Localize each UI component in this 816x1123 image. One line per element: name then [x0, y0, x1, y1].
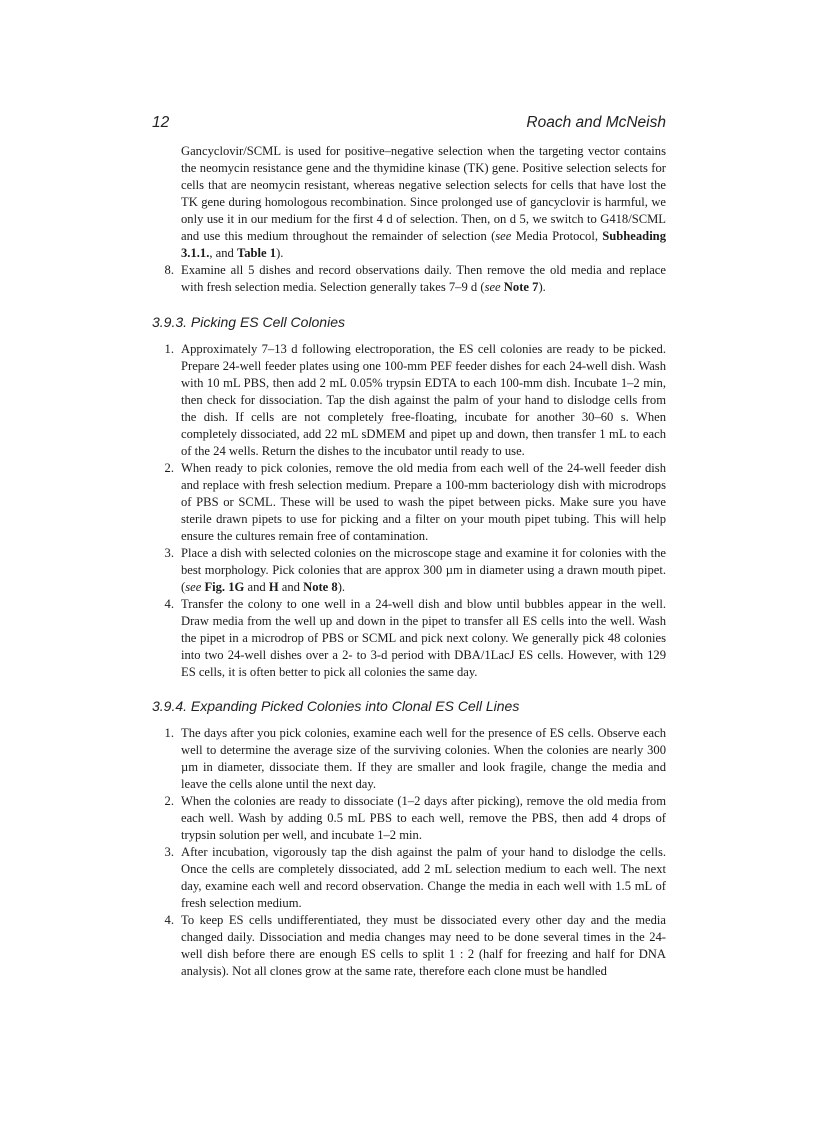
list-item	[152, 596, 666, 681]
item-end: ).	[337, 580, 346, 594]
item-number: 3.	[164, 845, 174, 859]
item-end: ).	[538, 280, 546, 294]
continuation-mid: Media Protocol,	[511, 229, 603, 243]
procedure-list-top	[152, 262, 666, 296]
continuation-paragraph	[181, 143, 666, 262]
item-text: The days after you pick colonies, examine each well for the presence of ES cells. Observe each well to determine the average size of the surviving colonies. When the colonies are nearly 300 µm in diameter, dissociate them. If they are smaller and look fragile, change the media and leave the cells alone until the next day.	[181, 726, 666, 791]
page-number: 12	[152, 114, 170, 131]
item-text: After incubation, vigorously tap the dish against the palm of your hand to dislodge the cells. Once the cells are completely dissociated, add 2 mL selection medium to each well. The next day, examine each well and record observation. Change the media in each well with 1.5 mL of fresh selection medium.	[181, 845, 666, 910]
see-ref: see	[185, 580, 202, 594]
running-head-authors: Roach and McNeish	[526, 114, 666, 131]
list-item	[152, 262, 666, 296]
item-text: Place a dish with selected colonies on the microscope stage and examine it for colonies with the best morphology. Pick colonies that are approx 300 µm in diameter using a drawn mouth pipet. (	[181, 546, 666, 594]
note-ref: Note 8	[303, 580, 338, 594]
item-number: 1.	[164, 726, 174, 740]
list-item	[152, 844, 666, 912]
procedure-list-expanding	[152, 725, 666, 980]
list-item	[152, 725, 666, 793]
item-text: When ready to pick colonies, remove the old media from each well of the 24-well feeder dish and replace with fresh selection medium. Prepare a 100-mm bacteriology dish with microdrops of PBS or SCML. These will be used to wash the pipet between picks. Make sure you have sterile drawn pipets to use for picking and a filter on your mouth pipet tubing. This will help ensure the cultures remain free of contamination.	[181, 461, 666, 543]
item-number: 4.	[164, 913, 174, 927]
item-number: 4.	[164, 597, 174, 611]
item-number: 1.	[164, 342, 174, 356]
procedure-list-picking	[152, 341, 666, 681]
continuation-end: ).	[276, 246, 284, 260]
item-number: 2.	[164, 794, 174, 808]
list-item	[152, 793, 666, 844]
list-item	[152, 460, 666, 545]
see-ref: see	[495, 229, 512, 243]
item-number: 3.	[164, 546, 174, 560]
see-ref: see	[484, 280, 501, 294]
subheading-ref: Subheading 3.1.1.	[181, 229, 666, 260]
running-header	[152, 114, 666, 136]
item-text: Examine all 5 dishes and record observations daily. Then remove the old media and replace with fresh selection media. Selection generally takes 7–9 d (	[181, 263, 666, 294]
item-text: Approximately 7–13 d following electroporation, the ES cell colonies are ready to be picked. Prepare 24-well feeder plates using one 100-mm PEF feeder dishes for each 24-well dish. Wash with 10 mL PBS, then add 2 mL 0.05% trypsin EDTA to each 100-mm dish. Incubate 1–2 min, then check for dissociation. Tap the dish against the palm of your hand to dislodge cells from the dish. If cells are not completely free-floating, incubate for another 30–60 s. When completely dissociated, add 22 mL sDMEM and pipet up and down, then transfer 1 mL to each of the 24 wells. Return the dishes to the incubator until ready to use.	[181, 342, 666, 458]
continuation-text: Gancyclovir/SCML is used for positive–negative selection when the targeting vector contains the neomycin resistance gene and the thymidine kinase (TK) gene. Positive selection selects for cells that are neomycin resistant, whereas negative selection selects for cells that have lost the TK gene during homologous recombination. Since prolonged use of gancyclovir is harmful, we only use it in our medium for the first 4 d of selection. Then, on d 5, we switch to G418/SCML and use this medium throughout the remainder of selection (	[181, 144, 666, 243]
item-text: Transfer the colony to one well in a 24-well dish and blow until bubbles appear in the well. Draw media from the well up and down in the pipet to transfer all ES cells into the well. Wash the pipet in a microdrop of PBS or SCML and pick next colony. We generally pick 48 colonies into two 24-well dishes over a 2- to 3-d period with DBA/1LacJ ES cells. However, with 129 ES cells, it is often better to pick all colonies the same day.	[181, 597, 666, 679]
item-text: When the colonies are ready to dissociate (1–2 days after picking), remove the old media from each well. Wash by adding 0.5 mL PBS to each well, remove the PBS, then add 4 drops of trypsin solution per well, and incubate 1–2 min.	[181, 794, 666, 842]
item-number: 8.	[164, 263, 174, 277]
item-and: and	[278, 580, 304, 594]
note-ref: Note 7	[500, 280, 539, 294]
figure-panel-ref: H	[268, 580, 279, 594]
section-heading: 3.9.4. Expanding Picked Colonies into Clonal ES Cell Lines	[152, 698, 520, 714]
item-text: To keep ES cells undifferentiated, they must be dissociated every other day and the media changed daily. Dissociation and media changes may need to be done several times in the 24-well dish before there are enough ES cells to split 1 : 2 (half for freezing and half for DNA analysis). Not all clones grow at the same rate, therefore each clone must be handled	[181, 913, 666, 978]
continuation-and: , and	[209, 246, 237, 260]
list-item	[152, 341, 666, 460]
table-ref: Table 1	[236, 246, 277, 260]
page-body	[152, 143, 666, 980]
item-number: 2.	[164, 461, 174, 475]
item-and: and	[244, 580, 269, 594]
figure-ref: Fig. 1G	[201, 580, 245, 594]
list-item	[152, 545, 666, 596]
list-item	[152, 912, 666, 980]
section-heading: 3.9.3. Picking ES Cell Colonies	[152, 314, 345, 330]
